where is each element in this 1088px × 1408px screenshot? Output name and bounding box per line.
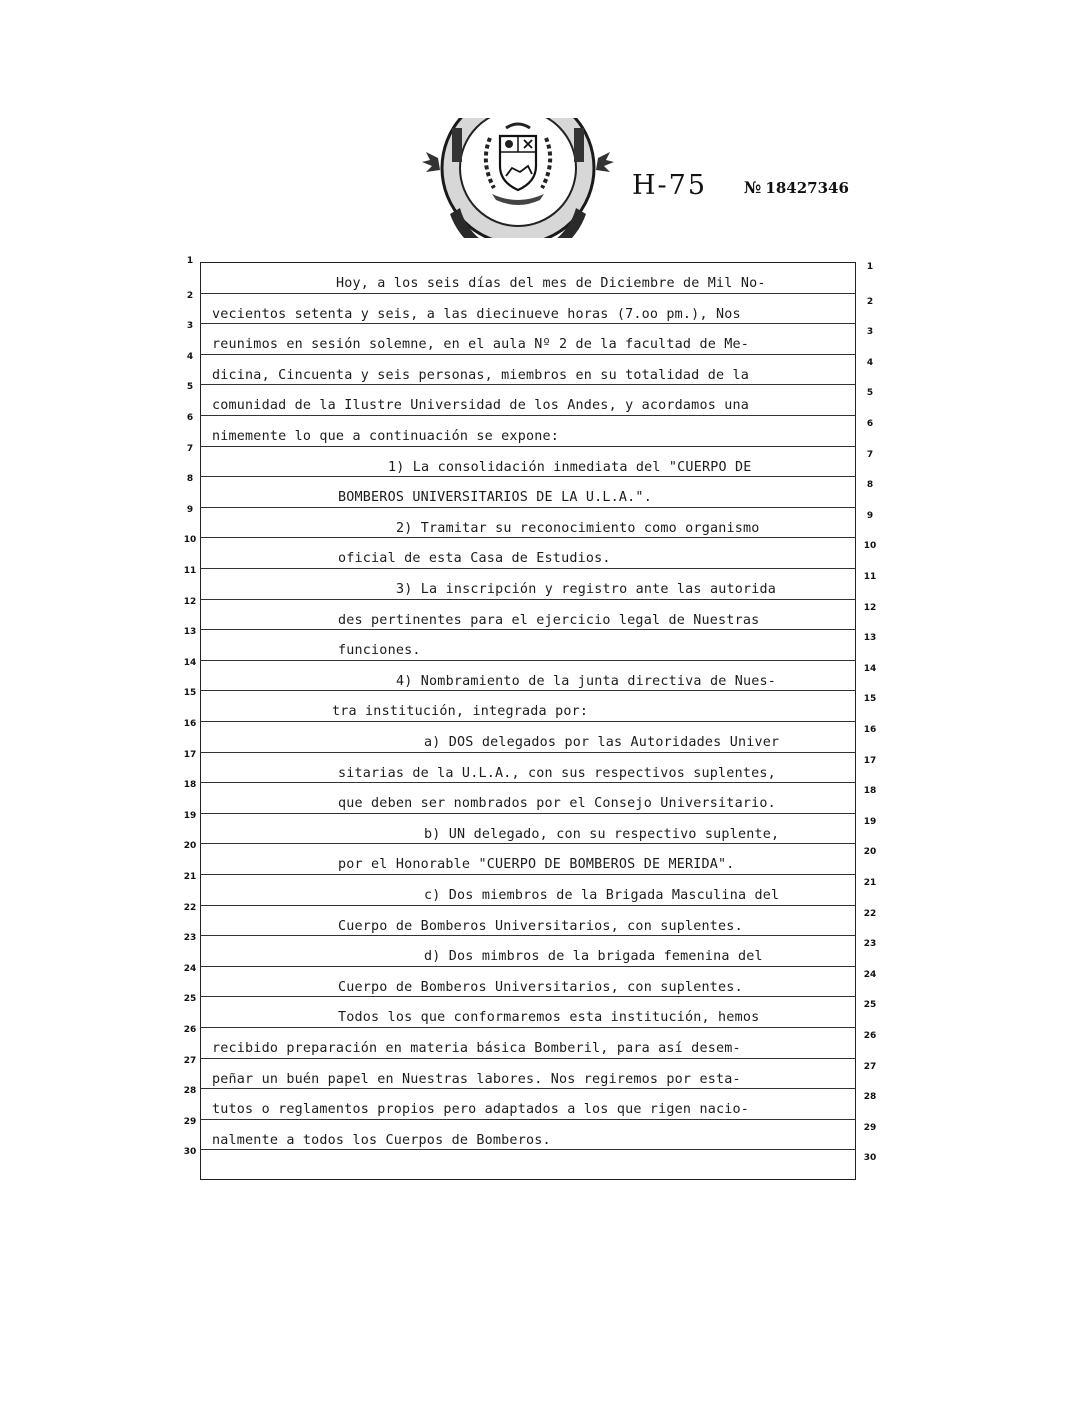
text-line: d) Dos mimbros de la brigada femenina del — [424, 949, 763, 965]
line-number-right: 1 — [866, 262, 874, 272]
text-line: recibido preparación en materia básica Bomberil, para así desem- — [212, 1041, 741, 1056]
ruled-line — [200, 568, 856, 569]
ruled-line — [200, 752, 856, 753]
text-line: b) UN delegado, con su respectivo suplente, — [424, 826, 780, 842]
line-number-left: 27 — [183, 1055, 197, 1066]
ruled-line — [200, 354, 856, 355]
ruled-line — [200, 537, 856, 538]
line-number-left: 17 — [183, 749, 197, 760]
venezuela-coat-of-arms-seal-icon — [420, 118, 616, 238]
ruled-line — [200, 384, 856, 385]
serial-number — [744, 178, 849, 197]
text-line: comunidad de la Ilustre Universidad de los Andes, y acordamos una — [212, 398, 750, 414]
ruled-line — [200, 874, 856, 875]
line-number-right: 13 — [863, 633, 877, 644]
line-number-left: 10 — [183, 535, 197, 546]
line-number-left: 13 — [183, 627, 197, 638]
line-number-right: 15 — [863, 694, 877, 705]
text-line: por el Honorable "CUERPO DE BOMBEROS DE MERIDA". — [338, 857, 735, 873]
text-line: 4) Nombramiento de la junta directiva de Nues- — [396, 673, 777, 689]
line-number-left: 25 — [183, 994, 197, 1005]
line-number-left: 2 — [186, 290, 194, 301]
text-line: sitarias de la U.L.A., con sus respectivos suplentes, — [338, 765, 776, 781]
line-number-left: 6 — [186, 413, 194, 423]
line-number-right: 16 — [863, 725, 877, 735]
line-number-left: 18 — [183, 780, 197, 791]
ruled-line — [200, 446, 856, 447]
text-line: peñar un buén papel en Nuestras labores. Nos regiremos por esta- — [212, 1071, 741, 1087]
document-header — [0, 0, 1088, 250]
line-number-right: 3 — [866, 327, 874, 338]
ruled-line — [200, 415, 856, 416]
ruled-line — [200, 935, 856, 936]
line-number-left: 15 — [183, 688, 197, 699]
line-number-left: 20 — [183, 841, 197, 852]
line-number-left: 30 — [183, 1147, 197, 1158]
numero-symbol: № — [744, 178, 762, 197]
line-number-left: 5 — [186, 382, 194, 393]
line-number-left: 11 — [183, 566, 197, 576]
line-number-left: 29 — [183, 1116, 197, 1127]
text-line: oficial de esta Casa de Estudios. — [338, 551, 611, 567]
text-line: c) Dos miembros de la Brigada Masculina del — [424, 888, 780, 903]
text-line: nimemente lo que a continuación se expone: — [212, 429, 559, 444]
line-number-left: 9 — [186, 504, 194, 515]
ruled-line — [200, 966, 856, 967]
text-line: funciones. — [338, 643, 421, 659]
ruled-line — [200, 996, 856, 997]
line-number-right: 18 — [863, 786, 877, 797]
ruled-line — [200, 599, 856, 600]
line-number-left: 16 — [183, 719, 197, 729]
line-number-right: 7 — [866, 449, 874, 460]
line-number-left: 8 — [186, 474, 194, 485]
line-number-left: 7 — [186, 443, 194, 454]
ruled-line — [200, 1119, 856, 1120]
ruled-line — [200, 660, 856, 661]
line-number-left: 19 — [183, 810, 197, 821]
text-line: Cuerpo de Bomberos Universitarios, con suplentes. — [338, 979, 743, 995]
line-number-right: 21 — [863, 878, 877, 888]
text-line: dicina, Cincuenta y seis personas, miembros en su totalidad de la — [212, 367, 750, 383]
text-line: des pertinentes para el ejercicio legal de Nuestras — [338, 612, 760, 628]
line-number-left: 21 — [183, 872, 197, 882]
text-line: tra institución, integrada por: — [332, 704, 589, 720]
ruled-line — [200, 813, 856, 814]
ruled-line — [200, 1149, 856, 1150]
text-line: Hoy, a los seis días del mes de Diciembre de Mil No- — [336, 276, 766, 291]
ruled-line — [200, 782, 856, 783]
line-number-left: 3 — [186, 321, 194, 332]
line-number-left: 26 — [183, 1025, 197, 1035]
line-number-right: 30 — [863, 1153, 877, 1164]
text-line: 3) La inscripción y registro ante las autorida — [396, 582, 777, 597]
line-number-right: 9 — [866, 510, 874, 521]
ruled-line — [200, 1058, 856, 1059]
line-number-right: 5 — [866, 388, 874, 399]
line-number-right: 22 — [863, 908, 877, 919]
text-line: Cuerpo de Bomberos Universitarios, con suplentes. — [338, 918, 743, 934]
line-number-right: 12 — [863, 602, 877, 613]
ruled-line — [200, 690, 856, 691]
line-number-right: 6 — [866, 419, 874, 429]
line-number-right: 27 — [863, 1061, 877, 1072]
text-line: que deben ser nombrados por el Consejo Universitario. — [338, 796, 776, 812]
line-number-right: 4 — [866, 357, 874, 368]
serial-number-value: 18427346 — [765, 179, 849, 197]
text-line: vecientos setenta y seis, a las diecinueve horas (7.oo pm.), Nos — [212, 306, 741, 322]
line-number-left: 22 — [183, 902, 197, 913]
line-number-right: 26 — [863, 1031, 877, 1041]
line-number-right: 23 — [863, 939, 877, 950]
line-number-left: 12 — [183, 596, 197, 607]
ruled-line — [200, 1027, 856, 1028]
ruled-line — [200, 905, 856, 906]
ruled-line — [200, 323, 856, 324]
line-number-right: 8 — [866, 480, 874, 491]
text-line: tutos o reglamentos propios pero adaptados a los que rigen nacio- — [212, 1102, 750, 1118]
ruled-line — [200, 293, 856, 294]
text-line: 2) Tramitar su reconocimiento como organismo — [396, 520, 760, 536]
text-line: Todos los que conformaremos esta institución, hemos — [338, 1010, 760, 1026]
ruled-line — [200, 721, 856, 722]
line-number-right: 25 — [863, 1000, 877, 1011]
line-number-left: 28 — [183, 1086, 197, 1097]
series-code: H-75 — [632, 170, 708, 201]
line-number-right: 10 — [863, 541, 877, 552]
line-number-left: 14 — [183, 657, 197, 668]
line-number-right: 17 — [863, 755, 877, 766]
line-number-right: 28 — [863, 1092, 877, 1103]
ruled-line — [200, 629, 856, 630]
ruled-line — [200, 507, 856, 508]
ruled-line — [200, 1088, 856, 1089]
text-line: reunimos en sesión solemne, en el aula Nº 2 de la facultad de Me- — [212, 337, 750, 353]
line-number-left: 24 — [183, 963, 197, 974]
line-number-right: 11 — [863, 572, 877, 582]
line-number-right: 24 — [863, 969, 877, 980]
line-number-left: 23 — [183, 933, 197, 944]
line-number-right: 14 — [863, 663, 877, 674]
ruled-line — [200, 476, 856, 477]
line-number-right: 20 — [863, 847, 877, 858]
text-line: 1) La consolidación inmediata del "CUERPO DE — [388, 459, 752, 475]
text-line: a) DOS delegados por las Autoridades Univer — [424, 735, 780, 750]
text-line: BOMBEROS UNIVERSITARIOS DE LA U.L.A.". — [338, 490, 652, 506]
line-number-right: 29 — [863, 1122, 877, 1133]
line-number-left: 4 — [186, 351, 194, 362]
ruled-line — [200, 843, 856, 844]
text-line: nalmente a todos los Cuerpos de Bomberos. — [212, 1132, 551, 1148]
line-number-right: 19 — [863, 816, 877, 827]
line-number-left: 1 — [186, 256, 194, 266]
line-number-right: 2 — [866, 296, 874, 307]
